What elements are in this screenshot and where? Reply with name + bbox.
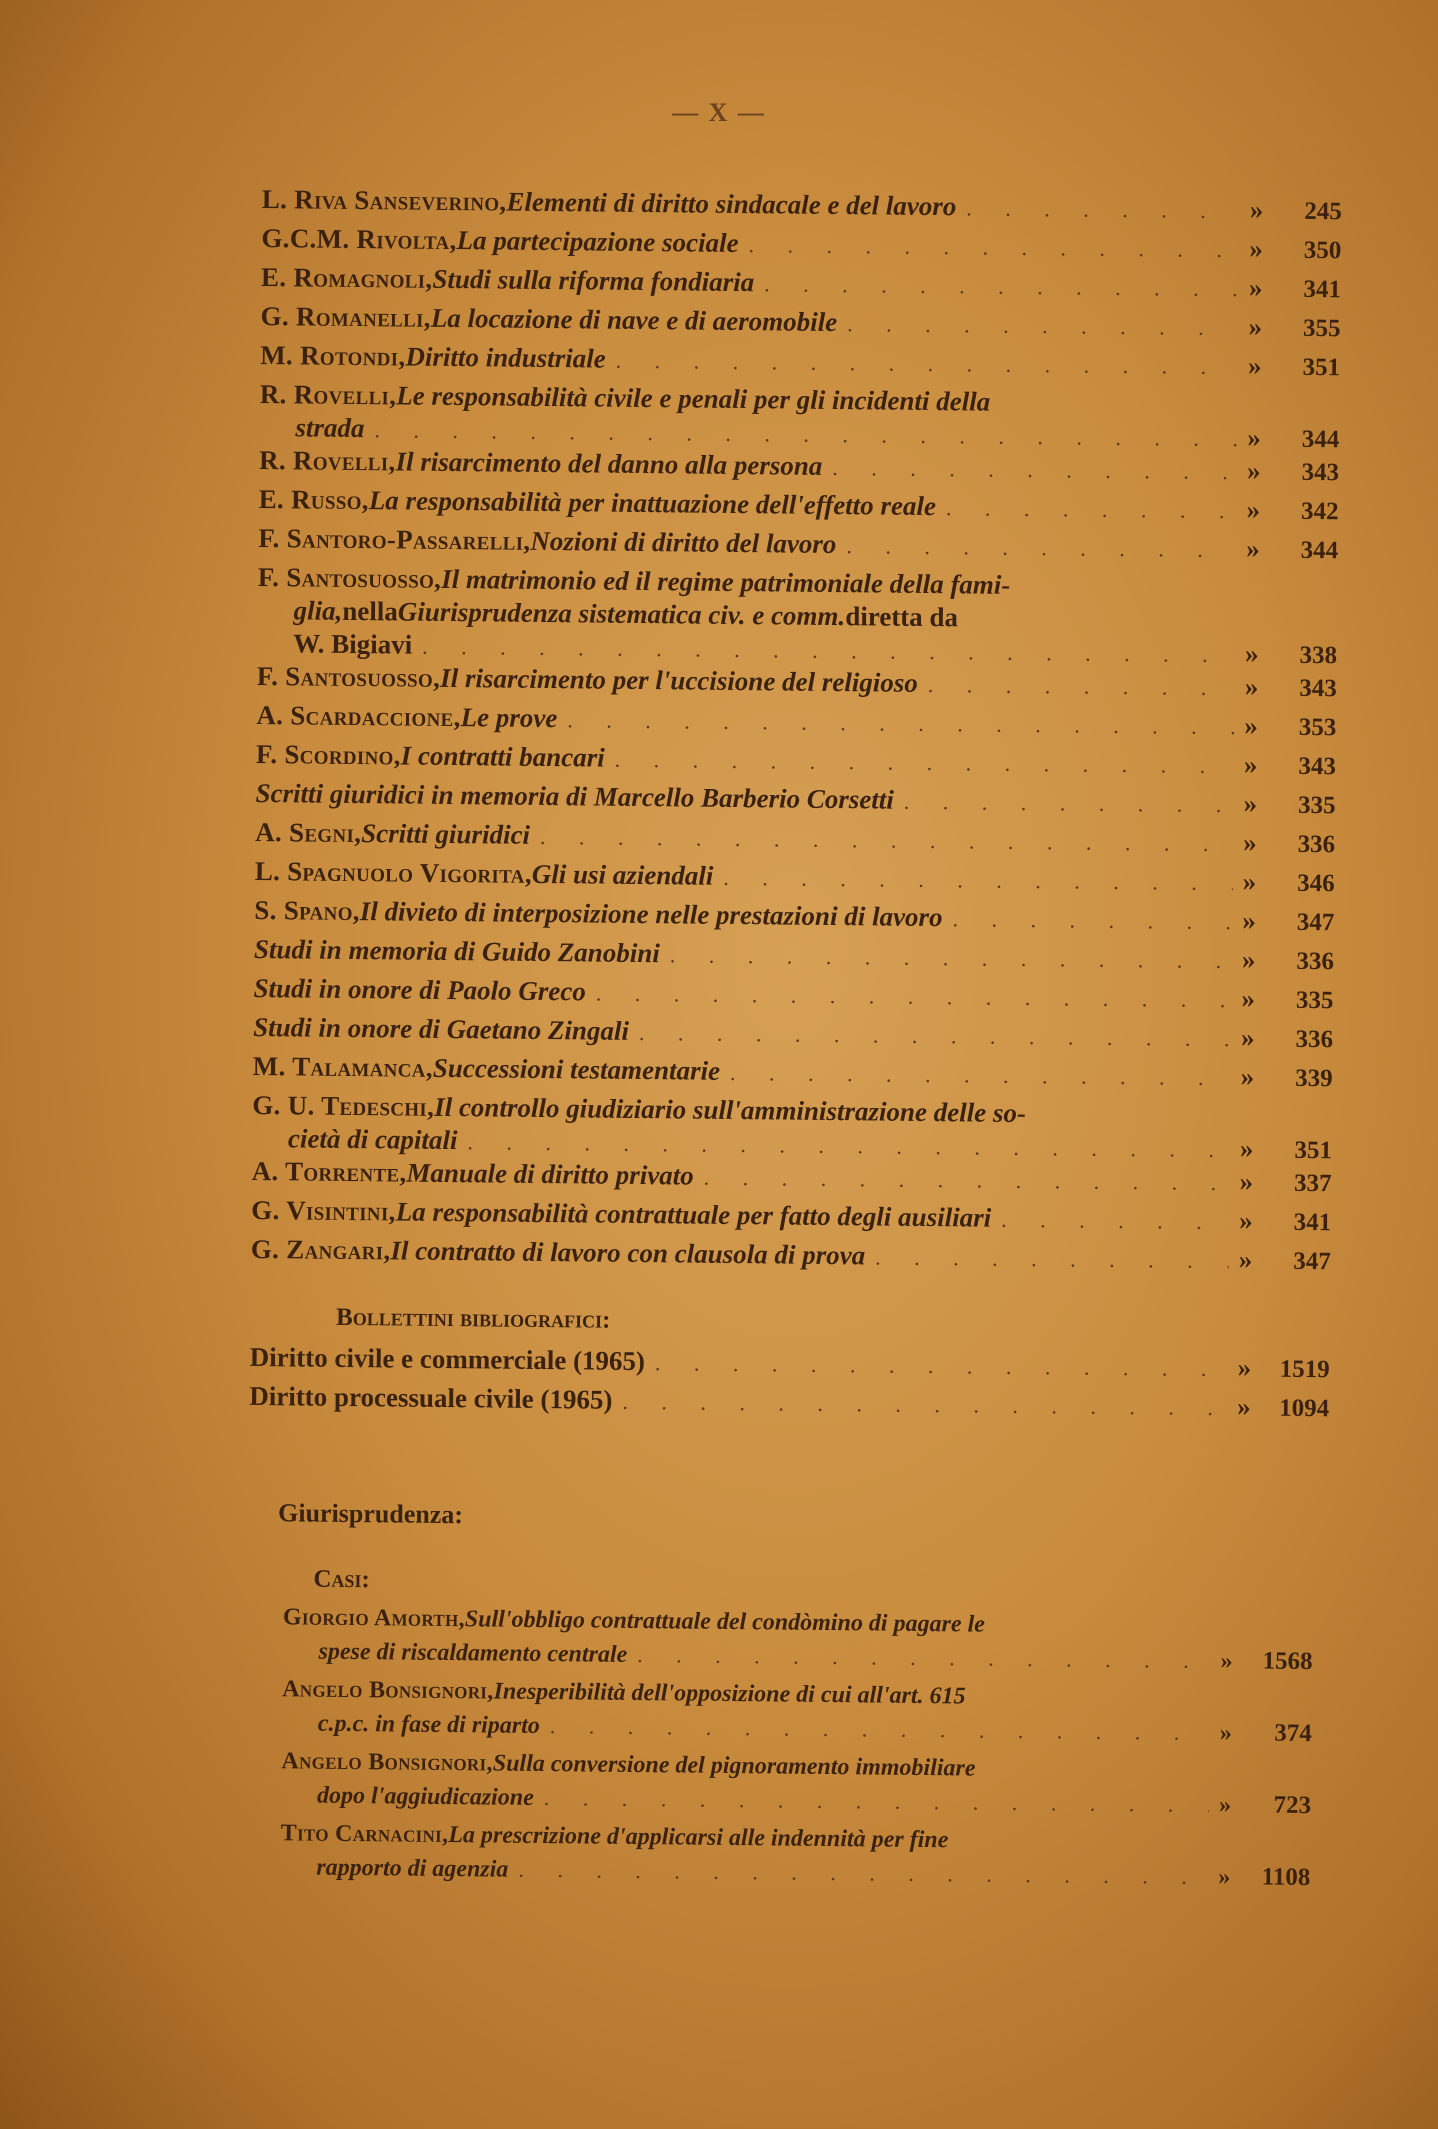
dot-leader: [540, 824, 1233, 857]
dot-leader: [467, 1129, 1230, 1163]
page-number: 351: [1294, 1136, 1333, 1165]
entry-title: Il controllo giudiziario sull'amministrazione delle so-: [434, 1091, 1027, 1129]
page-number: 353: [1298, 713, 1337, 742]
page-number: 343: [1298, 752, 1337, 781]
dot-leader: [730, 1060, 1231, 1091]
entry-title: La partecipazione sociale: [456, 225, 739, 258]
entry-title: Nozioni di diritto del lavoro: [530, 525, 837, 560]
page-number: 245: [1304, 197, 1342, 226]
dot-leader: [723, 865, 1233, 896]
entry-author: L. Spagnuolo Vigorita,: [254, 855, 533, 889]
ditto-mark: »: [1239, 1166, 1254, 1197]
entry-title: Il risarcimento per l'uccisione del religioso: [439, 662, 919, 698]
ditto-mark: »: [1219, 1720, 1232, 1747]
entry-title: glia,: [293, 595, 343, 626]
entry-author: G. Visintini,: [251, 1194, 396, 1227]
toc-entry: [282, 1604, 1313, 1681]
entry-title: Manuale di diritto privato: [406, 1157, 694, 1191]
page-number: 335: [1295, 986, 1334, 1015]
table-of-contents: [244, 184, 1342, 1903]
toc-entry: [257, 562, 1338, 672]
dot-leader: [670, 942, 1232, 974]
entry-title: Studi in onore di Gaetano Zingali: [253, 1011, 630, 1046]
dot-leader: [946, 495, 1237, 524]
ditto-mark: »: [1244, 638, 1259, 669]
toc-entry: [282, 1676, 1313, 1753]
ditto-mark: »: [1247, 422, 1262, 453]
ditto-mark: »: [1240, 1061, 1255, 1092]
page-number: 346: [1297, 869, 1335, 898]
ditto-mark: »: [1241, 983, 1256, 1014]
entry-title: Studi in onore di Paolo Greco: [253, 972, 587, 1007]
dot-leader: [966, 195, 1240, 224]
entry-author: Angelo Bonsignori,: [281, 1748, 493, 1777]
ditto-mark: »: [1243, 827, 1257, 858]
entry-author: Tito Carnacini,: [280, 1820, 449, 1849]
dot-leader: [655, 1350, 1228, 1382]
entry-title: Elementi di diritto sindacale e del lavoro: [506, 186, 957, 222]
entry-author: E. Romagnoli,: [260, 261, 433, 294]
entry-author: A. Scardaccione,: [256, 699, 461, 733]
entry-title: spese di riscaldamento centrale: [318, 1638, 628, 1668]
page-number: 344: [1301, 425, 1340, 454]
ditto-mark: »: [1244, 710, 1259, 741]
entry-author: G.C.M. Rivolta,: [261, 222, 457, 256]
entry-text: diretta da: [845, 601, 959, 633]
dot-leader: [704, 1165, 1230, 1197]
entry-title: cietà di capitali: [287, 1123, 458, 1156]
section-heading-bollettini: Bollettini bibliografici:: [335, 1303, 611, 1334]
page-number: 1094: [1279, 1394, 1330, 1423]
dot-leader: [846, 533, 1236, 563]
entry-title: Giurisprudenza sistematica civ. e comm.: [397, 596, 846, 632]
entry-author: L. Riva Sanseverino,: [261, 184, 507, 217]
dot-leader: [764, 271, 1239, 302]
entry-author: M. Talamanca,: [252, 1050, 434, 1083]
entry-author: G. Romanelli,: [260, 300, 431, 333]
dot-leader: [832, 455, 1237, 485]
entry-title: Studi in memoria di Guido Zanobini: [253, 933, 660, 969]
dot-leader: [847, 311, 1239, 341]
entry-author: G. Zangari,: [250, 1233, 391, 1266]
entry-author: F. Santoro-Passarelli,: [258, 522, 531, 556]
ditto-mark: »: [1247, 350, 1262, 381]
page-number: 335: [1297, 791, 1336, 820]
entry-title: La responsabilità per inattuazione dell'effetto reale: [368, 485, 937, 522]
dot-leader: [615, 747, 1234, 779]
page-number: 1568: [1262, 1647, 1313, 1676]
dot-leader: [875, 1244, 1229, 1274]
entry-title: Il matrimonio ed il regime patrimoniale della fami-: [441, 563, 1011, 600]
page-number: 350: [1303, 236, 1342, 265]
entry-title: strada: [295, 412, 365, 444]
ditto-mark: »: [1242, 905, 1256, 936]
page-number: 1108: [1261, 1863, 1311, 1892]
page-number: 351: [1302, 353, 1341, 382]
page-number: 347: [1293, 1247, 1331, 1276]
entry-author: R. Rovelli,: [259, 378, 397, 411]
page-number: 336: [1297, 830, 1336, 859]
page-number: 374: [1274, 1719, 1312, 1748]
dot-leader: [518, 1857, 1208, 1890]
toc-entry: [281, 1748, 1312, 1825]
entry-author: F. Scordino,: [255, 738, 401, 771]
entry-title: dopo l'aggiudicazione: [316, 1782, 534, 1811]
ditto-mark: »: [1246, 455, 1261, 486]
entry-author: Angelo Bonsignori,: [282, 1676, 494, 1705]
ditto-mark: »: [1244, 671, 1259, 702]
entry-author: S. Spano,: [254, 894, 360, 927]
dot-leader: [928, 672, 1235, 701]
entry-text: Diritto processuale civile (1965): [249, 1380, 613, 1415]
page-number: 336: [1296, 947, 1335, 976]
toc-entry: [252, 1090, 1333, 1167]
entry-text: nella: [342, 595, 398, 627]
ditto-mark: »: [1249, 194, 1264, 225]
entry-title: Il contratto di lavoro con clausola di prova: [390, 1235, 866, 1271]
entry-text: W. Bigiavi: [293, 628, 413, 660]
page-number: 341: [1303, 275, 1342, 304]
entry-title: c.p.c. in fase di riparto: [317, 1710, 541, 1739]
page-number: 347: [1296, 908, 1335, 937]
entry-title: Successioni testamentarie: [432, 1052, 721, 1086]
ditto-mark: »: [1243, 788, 1258, 819]
casi-list: [244, 1604, 1313, 1897]
entry-title: La prescrizione d'applicarsi alle indennità per fine: [448, 1822, 949, 1854]
bollettini-list: [249, 1342, 1330, 1431]
entry-title: Sulla conversione del pignoramento immobiliare: [492, 1750, 976, 1782]
entry-title: rapporto di agenzia: [316, 1854, 509, 1883]
dot-leader: [904, 789, 1234, 818]
ditto-mark: »: [1242, 866, 1257, 897]
page-number: 342: [1300, 497, 1339, 526]
dot-leader: [622, 1389, 1227, 1421]
entry-author: Giorgio Amorth,: [282, 1604, 465, 1633]
page-number: 339: [1295, 1064, 1333, 1093]
ditto-mark: »: [1246, 533, 1260, 564]
page-folio: — X —: [672, 98, 766, 127]
dot-leader: [596, 981, 1232, 1014]
dot-leader: [616, 348, 1239, 381]
page-number: 337: [1293, 1169, 1332, 1198]
entry-title: Scritti giuridici in memoria di Marcello Barberio Corsetti: [255, 777, 895, 815]
page-number: 343: [1299, 674, 1337, 703]
ditto-mark: »: [1218, 1792, 1232, 1819]
ditto-mark: »: [1241, 944, 1256, 975]
dot-leader: [1001, 1207, 1229, 1235]
entry-author: F. Santosuosso,: [256, 660, 441, 693]
entry-title: Le prove: [460, 702, 558, 734]
entry-title: La locazione di nave e di aeromobile: [430, 302, 838, 338]
page-number: 336: [1295, 1025, 1334, 1054]
entry-title: Il risarcimento del danno alla persona: [395, 446, 823, 481]
entry-text: Diritto civile e commerciale (1965): [249, 1341, 646, 1377]
dot-leader: [952, 906, 1232, 935]
entry-author: R. Rovelli,: [258, 444, 396, 477]
ditto-mark: »: [1220, 1648, 1233, 1675]
ditto-mark: »: [1239, 1205, 1253, 1236]
dot-leader: [544, 1785, 1210, 1818]
section-heading-giurisprudenza: Giurisprudenza:: [277, 1498, 464, 1530]
dot-leader: [550, 1713, 1210, 1746]
ditto-mark: »: [1239, 1133, 1254, 1164]
toc-entry: [259, 379, 1340, 456]
subsection-heading-casi: Casi:: [313, 1565, 370, 1594]
page-number: 723: [1273, 1791, 1312, 1820]
ditto-mark: »: [1240, 1022, 1255, 1053]
ditto-mark: »: [1248, 272, 1263, 303]
entry-author: M. Rotondi,: [260, 339, 406, 372]
ditto-mark: »: [1243, 749, 1258, 780]
entry-author: A. Segni,: [255, 816, 362, 849]
entry-title: Scritti giuridici: [361, 818, 531, 850]
entry-title: Diritto industriale: [405, 341, 606, 374]
entry-title: Inesperibilità dell'opposizione di cui all'art. 615: [493, 1678, 966, 1710]
entry-author: A. Torrente,: [251, 1155, 407, 1188]
entry-title: Gli usi aziendali: [531, 858, 714, 891]
entry-author: F. Santosuosso,: [257, 561, 442, 594]
page-number: 355: [1302, 314, 1341, 343]
toc-entry: [280, 1820, 1311, 1897]
entry-title: La responsabilità contrattuale per fatto degli ausiliari: [395, 1196, 992, 1233]
ditto-mark: »: [1237, 1391, 1251, 1422]
page-number: 344: [1300, 536, 1339, 565]
ditto-mark: »: [1237, 1352, 1252, 1383]
entry-title: Il divieto di interposizione nelle prestazioni di lavoro: [359, 896, 943, 933]
dot-leader: [567, 707, 1234, 740]
ditto-mark: »: [1218, 1864, 1231, 1891]
entry-title: Le responsabilità civile e penali per gli incidenti della: [396, 380, 991, 417]
page-number: 343: [1301, 458, 1340, 487]
entry-title: Sull'obbligo contrattuale del condòmino di pagare le: [464, 1606, 985, 1638]
ditto-mark: »: [1246, 494, 1261, 525]
ditto-mark: »: [1238, 1244, 1253, 1275]
entry-author: G. U. Tedeschi,: [252, 1089, 435, 1122]
dot-leader: [748, 232, 1239, 263]
dot-leader: [639, 1020, 1231, 1052]
entry-title: Studi sulla riforma fondiaria: [432, 263, 755, 298]
entry-author: E. Russo,: [258, 483, 369, 516]
page-number: 341: [1293, 1208, 1332, 1237]
reviews-list: [251, 184, 1342, 1284]
page-number: 1519: [1279, 1355, 1330, 1384]
ditto-mark: »: [1249, 233, 1264, 264]
page-number: 338: [1299, 641, 1338, 670]
entry-title: I contratti bancari: [400, 740, 605, 773]
dot-leader: [637, 1642, 1211, 1674]
ditto-mark: »: [1248, 311, 1263, 342]
